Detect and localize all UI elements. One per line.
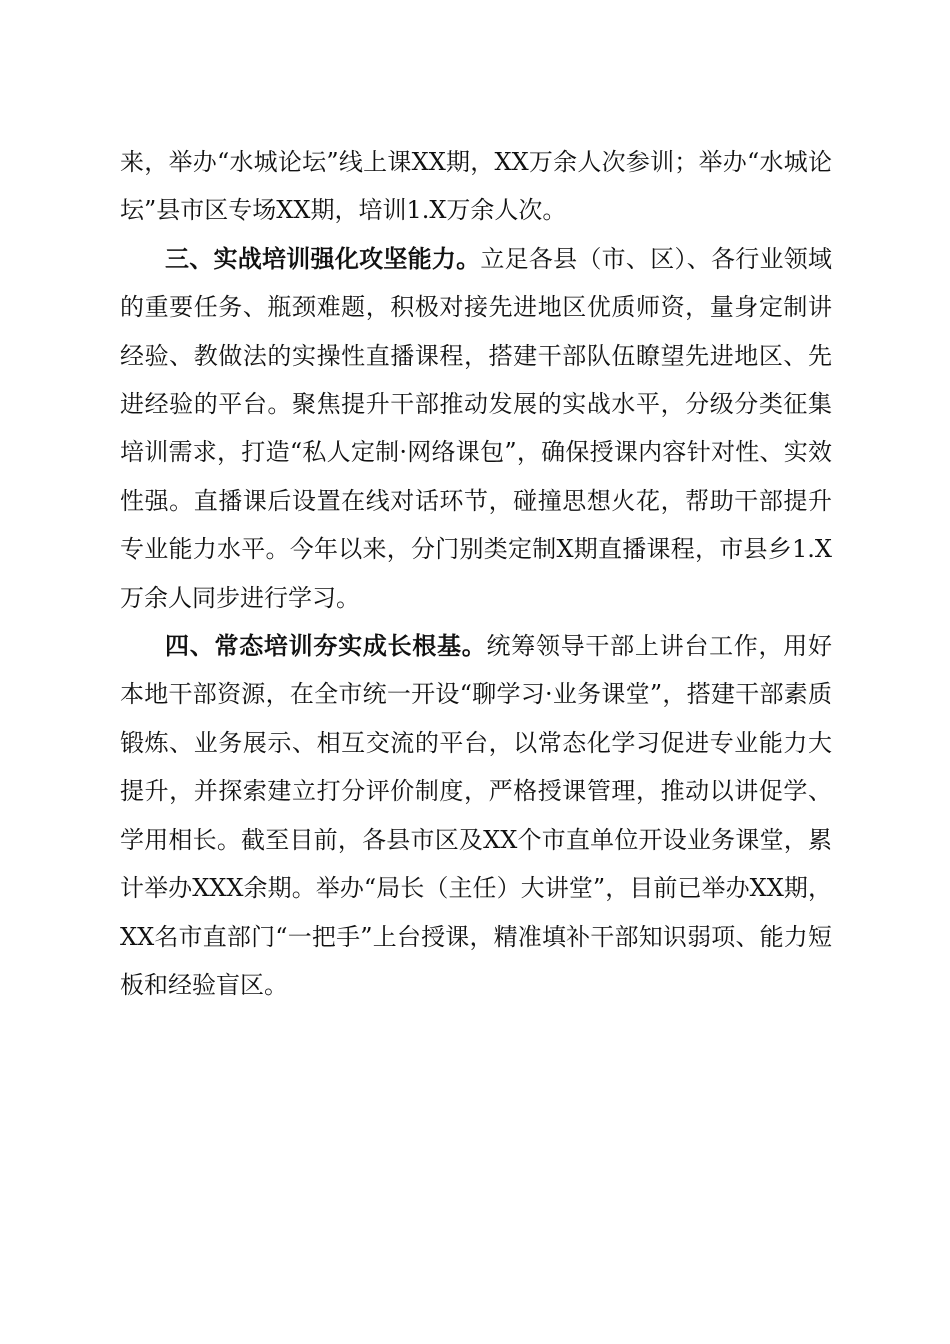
paragraph-section-three	[120, 235, 832, 622]
section-heading: 四、常态培训夯实成长根基。	[165, 632, 487, 661]
paragraph-text: 立足各县（市、区）、各行业领域的重要任务、瓶颈难题，积极对接先进地区优质师资，量身定制讲经验、教做法的实操性直播课程，搭建干部队伍瞭望先进地区、先进经验的平台。聚焦提升干部推动发展的实战水平，分级分类征集培训需求，打造“私人定制·网络课包”，确保授课内容针对性、实效性强。直播课后设置在线对话环节，碰撞思想火花，帮助干部提升专业能力水平。今年以来，分门别类定制X期直播课程，市县乡1.X万余人同步进行学习。	[120, 244, 833, 612]
document-body	[120, 138, 832, 1009]
section-heading: 三、实战培训强化攻坚能力。	[165, 244, 481, 273]
paragraph-section-four	[120, 622, 832, 1009]
paragraph-text: 统筹领导干部上讲台工作，用好本地干部资源，在全市统一开设“聊学习·业务课堂”，搭建干部素质锻炼、业务展示、相互交流的平台，以常态化学习促进专业能力大提升，并探索建立打分评价制度，严格授课管理，推动以讲促学、学用相长。截至目前，各县市区及XX个市直单位开设业务课堂，累计举办XXX余期。举办“局长（主任）大讲堂”，目前已举办XX期，XX名市直部门“一把手”上台授课，精准填补干部知识弱项、能力短板和经验盲区。	[120, 632, 832, 999]
paragraph-continuation	[120, 138, 832, 235]
paragraph-text: 来，举办“水城论坛”线上课XX期，XX万余人次参训；举办“水城论坛”县市区专场XX期，培训1.X万余人次。	[120, 148, 832, 225]
